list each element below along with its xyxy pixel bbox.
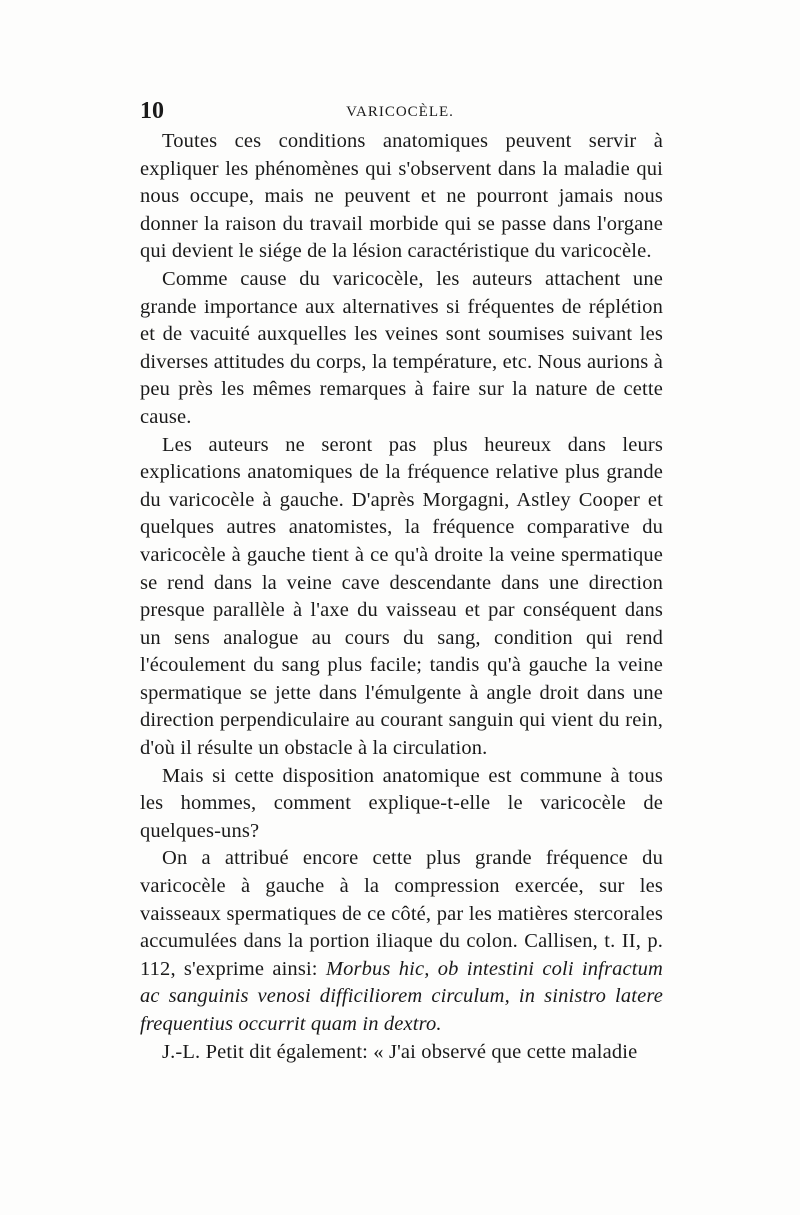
paragraph: Les auteurs ne seront pas plus heureux dans leurs explications anatomiques de la fréquence relative plus grande du varicocèle à gauche. D'après Morgagni, Astley Cooper et quelques autres anatomistes, la fréquence comparative du varicocèle à gauche tient à ce qu'à droite la veine spermatique se rend dans la veine cave descendante dans une direction presque parallèle à l'axe du vaisseau et par conséquent dans un sens analogue au cours du sang, condition qui rend l'écoulement du sang plus facile; tandis qu'à gauche la veine spermatique se jette dans l'émulgente à angle droit dans une direction perpendiculaire au courant sanguin qui vient du rein, d'où il résulte un obstacle à la circulation. (140, 433, 663, 760)
paragraph-text: On a attribué encore cette plus grande fréquence du varicocèle à gauche à la compression exercée, sur les vaisseaux spermatiques de ce côté, par les matières stercorales accumulées dans la portion iliaque du colon. Callisen, t. II, p. 112, s'exprime ainsi: (140, 847, 663, 980)
running-title: VARICOCÈLE. (346, 104, 454, 120)
page-header (140, 96, 660, 126)
latin-quotation: Morbus hic, ob intestini coli infractum ac sanguinis venosi difficiliorem circulum, in sinistro latere frequentius occurrit quam in dextro. (140, 957, 663, 1035)
paragraph-quote (140, 845, 663, 1038)
paragraph: Comme cause du varicocèle, les auteurs attachent une grande importance aux alternatives si fréquentes de réplétion et de vacuité auxquelles les veines sont soumises suivant les diverses attitudes du corps, la température, etc. Nous aurions à peu près les mêmes remarques à faire sur la nature de cette cause. (140, 267, 663, 428)
body-text (140, 128, 663, 1066)
paragraph: J.-L. Petit dit également: « J'ai observé que cette maladie (162, 1040, 638, 1063)
paragraph: Toutes ces conditions anatomiques peuvent servir à expliquer les phénomènes qui s'observent dans la maladie qui nous occupe, mais ne peuvent et ne pourront jamais nous donner la raison du travail morbide qui se passe dans l'organe qui devient le siége de la lésion caractéristique du varicocèle. (140, 130, 663, 263)
paragraph: Mais si cette disposition anatomique est commune à tous les hommes, comment explique-t-elle le varicocèle de quelques-uns? (140, 764, 663, 842)
page-number: 10 (140, 98, 164, 124)
